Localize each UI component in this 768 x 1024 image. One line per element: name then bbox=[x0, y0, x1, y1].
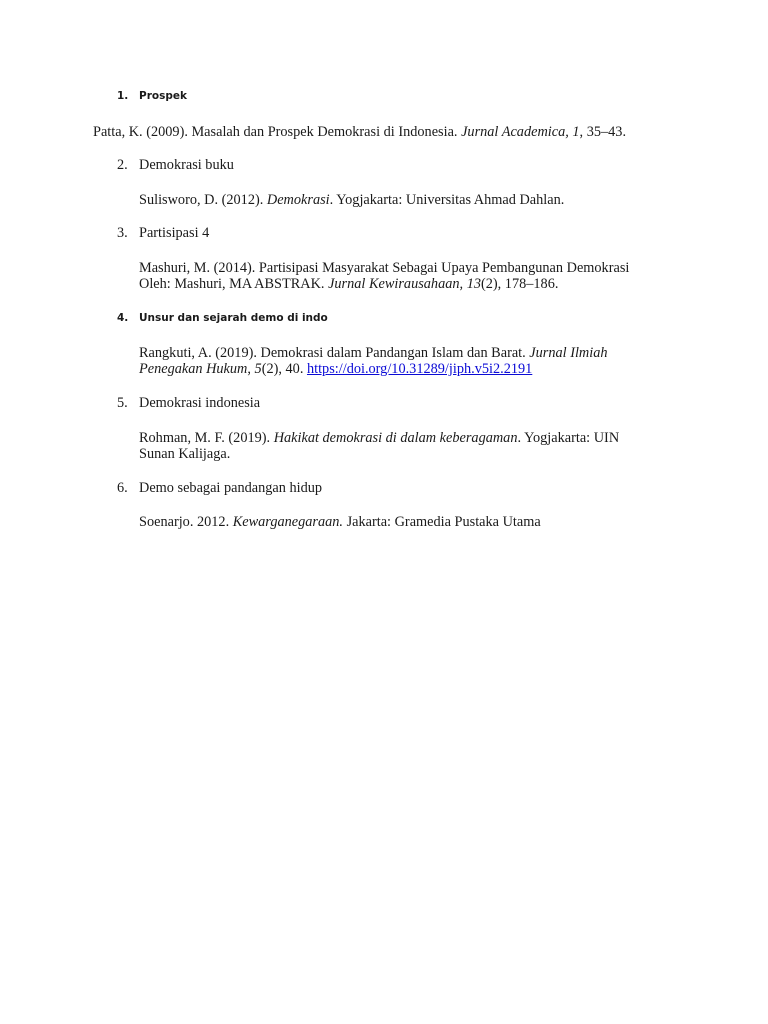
topic-title: Prospek bbox=[139, 90, 187, 102]
book-title: Kewarganegaraan. bbox=[232, 514, 343, 530]
journal-volume: 13 bbox=[466, 276, 481, 292]
journal-title: Jurnal Academica bbox=[461, 124, 566, 140]
reference-4-line-2 bbox=[139, 361, 532, 377]
reference-text: Rohman, M. F. (2019). bbox=[139, 430, 274, 446]
topic-number: 2. bbox=[117, 157, 128, 173]
reference-2 bbox=[139, 192, 564, 208]
topic-number: 4. bbox=[117, 312, 129, 324]
topic-number: 6. bbox=[117, 480, 128, 496]
book-title: Hakikat demokrasi di dalam keberagaman bbox=[273, 430, 518, 446]
topic-title: Demokrasi indonesia bbox=[139, 395, 261, 411]
reference-pages: , 35–43. bbox=[579, 124, 627, 140]
reference-pages: (2), 178–186. bbox=[480, 276, 559, 292]
journal-title: Jurnal Ilmiah bbox=[529, 345, 608, 361]
reference-text: Rangkuti, A. (2019). Demokrasi dalam Pandangan Islam dan Barat. bbox=[139, 345, 530, 361]
reference-text: Mashuri, M. (2014). Partisipasi Masyarakat Sebagai Upaya Pembangunan Demokrasi bbox=[139, 260, 630, 276]
topic-title: Unsur dan sejarah demo di indo bbox=[139, 312, 328, 324]
reference-3-line-2 bbox=[139, 276, 558, 292]
reference-separator: , bbox=[565, 124, 573, 140]
reference-publisher: . Yogjakarta: UIN bbox=[517, 430, 620, 446]
topic-title: Demokrasi buku bbox=[139, 157, 234, 173]
reference-5-line-2 bbox=[139, 446, 230, 462]
topic-number: 5. bbox=[117, 395, 128, 411]
topic-number: 3. bbox=[117, 225, 128, 241]
journal-volume: 1 bbox=[572, 124, 580, 140]
reference-6 bbox=[139, 514, 541, 530]
reference-publisher: . Yogjakarta: Universitas Ahmad Dahlan. bbox=[329, 192, 565, 208]
journal-title-continued: Penegakan Hukum bbox=[139, 361, 248, 377]
topic-number: 1. bbox=[117, 90, 129, 102]
reference-publisher: Jakarta: Gramedia Pustaka Utama bbox=[343, 514, 541, 530]
doi-link[interactable]: https://doi.org/10.31289/jiph.v5i2.2191 bbox=[306, 361, 533, 377]
book-title: Demokrasi bbox=[266, 192, 330, 208]
journal-title: Jurnal Kewirausahaan bbox=[328, 276, 460, 292]
reference-3-line-1 bbox=[139, 260, 629, 276]
reference-pages: (2), 40. bbox=[261, 361, 307, 377]
reference-text: Oleh: Mashuri, MA ABSTRAK. bbox=[139, 276, 329, 292]
reference-text: Sulisworo, D. (2012). bbox=[139, 192, 267, 208]
reference-5-line-1 bbox=[139, 430, 619, 446]
reference-1 bbox=[93, 124, 626, 140]
reference-separator: , bbox=[459, 276, 467, 292]
journal-volume: 5 bbox=[254, 361, 262, 377]
reference-text: Soenarjo. 2012. bbox=[139, 514, 233, 530]
reference-separator: , bbox=[247, 361, 255, 377]
reference-text: Patta, K. (2009). Masalah dan Prospek Demokrasi di Indonesia. bbox=[93, 124, 462, 140]
reference-4-line-1 bbox=[139, 345, 608, 361]
topic-title: Demo sebagai pandangan hidup bbox=[139, 480, 323, 496]
reference-publisher-continued: Sunan Kalijaga. bbox=[139, 446, 231, 462]
topic-title: Partisipasi 4 bbox=[139, 225, 210, 241]
